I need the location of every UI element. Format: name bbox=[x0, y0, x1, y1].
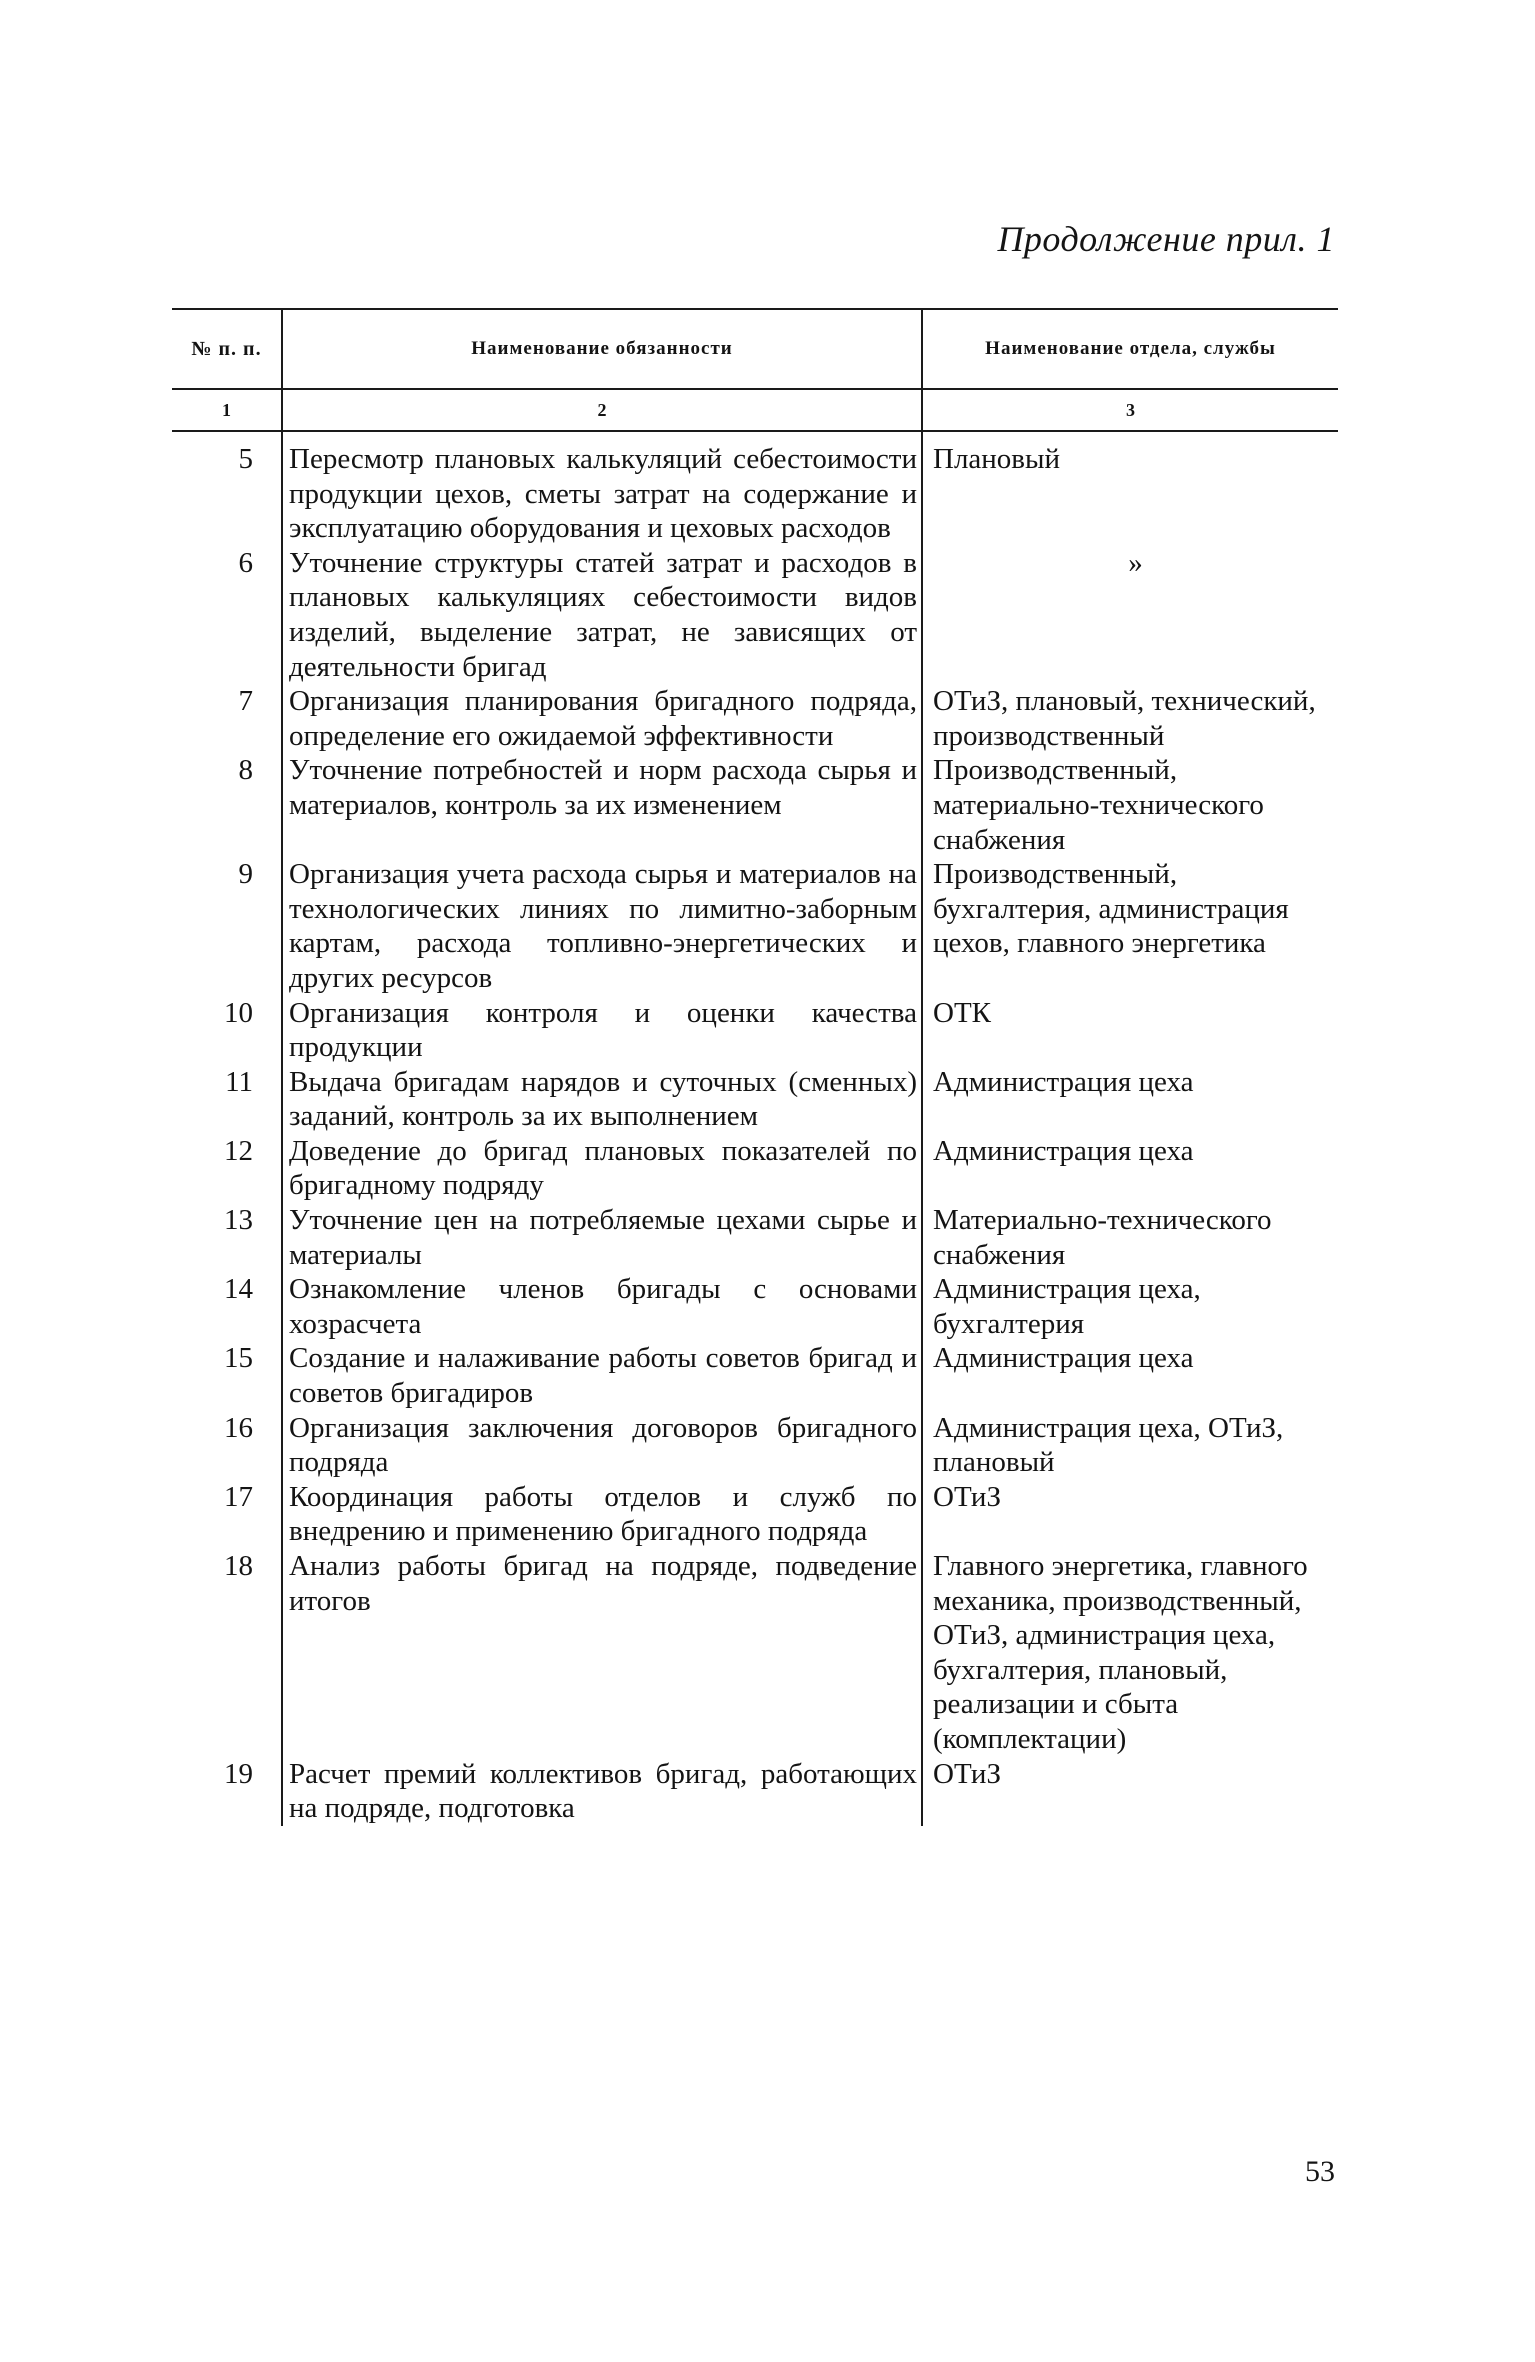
column-number-2: 2 bbox=[282, 389, 922, 431]
row-duty: Уточнение потребностей и норм расхода сырья и материалов, контроль за их изменением bbox=[282, 753, 922, 857]
row-number: 17 bbox=[224, 1480, 253, 1513]
row-duty: Организация планирования бригадного подряда, определение его ожидаемой эффективности bbox=[282, 684, 922, 753]
row-number: 16 bbox=[224, 1411, 253, 1444]
row-department: » bbox=[922, 546, 1338, 684]
column-header-duty: Наименование обязанности bbox=[282, 309, 922, 389]
row-department: ОТиЗ bbox=[922, 1480, 1338, 1549]
row-department: Администрация цеха bbox=[922, 1341, 1338, 1410]
row-department: Плановый bbox=[922, 442, 1338, 546]
row-duty: Координация работы отделов и служб по внедрению и применению бригадного подряда bbox=[282, 1480, 922, 1549]
row-department: Администрация цеха bbox=[922, 1065, 1338, 1134]
row-number: 12 bbox=[224, 1134, 253, 1167]
table-row bbox=[172, 1480, 1338, 1549]
continuation-note: Продолжение прил. 1 bbox=[997, 219, 1335, 259]
table-header-row bbox=[172, 309, 1338, 389]
row-number: 9 bbox=[238, 858, 253, 891]
row-duty: Организация заключения договоров бригадного подряда bbox=[282, 1411, 922, 1480]
row-number: 13 bbox=[224, 1204, 253, 1237]
row-duty: Создание и налаживание работы советов бригад и советов бригадиров bbox=[282, 1341, 922, 1410]
row-number: 6 bbox=[238, 546, 253, 579]
row-department: Главного энергетика, главного механика, производственный, ОТиЗ, администрация цеха, бухгалтерия, плановый, реализации и сбыта (комплектации) bbox=[922, 1549, 1338, 1757]
row-duty: Организация учета расхода сырья и материалов на технологических линиях по лимитно-заборным картам, расхода топливно-энергетических и других ресурсов bbox=[282, 857, 922, 995]
table-row bbox=[172, 684, 1338, 753]
row-department: ОТиЗ, плановый, технический, производственный bbox=[922, 684, 1338, 753]
row-duty: Уточнение цен на потребляемые цехами сырье и материалы bbox=[282, 1203, 922, 1272]
row-duty: Уточнение структуры статей затрат и расходов в плановых калькуляциях себестоимости видов изделий, выделение затрат, не зависящих от деятельности бригад bbox=[282, 546, 922, 684]
column-number-3: 3 bbox=[922, 389, 1338, 431]
table-row bbox=[172, 1549, 1338, 1757]
table-row bbox=[172, 996, 1338, 1065]
table-row bbox=[172, 442, 1338, 546]
table-row bbox=[172, 1341, 1338, 1410]
row-number: 8 bbox=[238, 754, 253, 787]
row-duty: Ознакомление членов бригады с основами хозрасчета bbox=[282, 1272, 922, 1341]
row-department: Производственный, бухгалтерия, администрация цехов, главного энергетика bbox=[922, 857, 1338, 995]
row-number: 7 bbox=[238, 685, 253, 718]
row-department: Администрация цеха, бухгалтерия bbox=[922, 1272, 1338, 1341]
table-row bbox=[172, 753, 1338, 857]
table-row bbox=[172, 1065, 1338, 1134]
row-department: Производственный, материально-технического снабжения bbox=[922, 753, 1338, 857]
table-row bbox=[172, 546, 1338, 684]
row-department: Администрация цеха, ОТиЗ, плановый bbox=[922, 1411, 1338, 1480]
row-number: 14 bbox=[224, 1273, 253, 1306]
row-department: Администрация цеха bbox=[922, 1134, 1338, 1203]
table-row bbox=[172, 1411, 1338, 1480]
row-number: 18 bbox=[224, 1550, 253, 1582]
row-duty: Выдача бригадам нарядов и суточных (сменных) заданий, контроль за их выполнением bbox=[282, 1065, 922, 1134]
column-header-department: Наименование отдела, службы bbox=[922, 309, 1338, 389]
column-number-1: 1 bbox=[172, 389, 282, 431]
row-duty: Пересмотр плановых калькуляций себестоимости продукции цехов, сметы затрат на содержание и эксплуатацию оборудования и цеховых расходов bbox=[282, 442, 922, 546]
table-row bbox=[172, 1203, 1338, 1272]
table-row bbox=[172, 1134, 1338, 1203]
row-number: 10 bbox=[224, 996, 253, 1029]
row-number: 11 bbox=[225, 1065, 253, 1098]
table-row bbox=[172, 1272, 1338, 1341]
row-duty: Анализ работы бригад на подряде, подведение итогов bbox=[282, 1549, 922, 1757]
row-department: ОТиЗ bbox=[922, 1757, 1338, 1826]
column-numbers-row bbox=[172, 389, 1338, 431]
table-row bbox=[172, 857, 1338, 995]
row-number: 5 bbox=[238, 443, 253, 475]
duties-table bbox=[172, 308, 1338, 1826]
column-header-number: № п. п. bbox=[172, 309, 282, 389]
row-department: Материально-технического снабжения bbox=[922, 1203, 1338, 1272]
page-number: 53 bbox=[1305, 2155, 1335, 2188]
table-row bbox=[172, 1757, 1338, 1826]
row-number: 19 bbox=[224, 1757, 253, 1790]
row-department: ОТК bbox=[922, 996, 1338, 1065]
row-duty: Доведение до бригад плановых показателей по бригадному подряду bbox=[282, 1134, 922, 1203]
row-duty: Расчет премий коллективов бригад, работающих на подряде, подготовка bbox=[282, 1757, 922, 1826]
row-number: 15 bbox=[224, 1342, 253, 1375]
row-duty: Организация контроля и оценки качества продукции bbox=[282, 996, 922, 1065]
